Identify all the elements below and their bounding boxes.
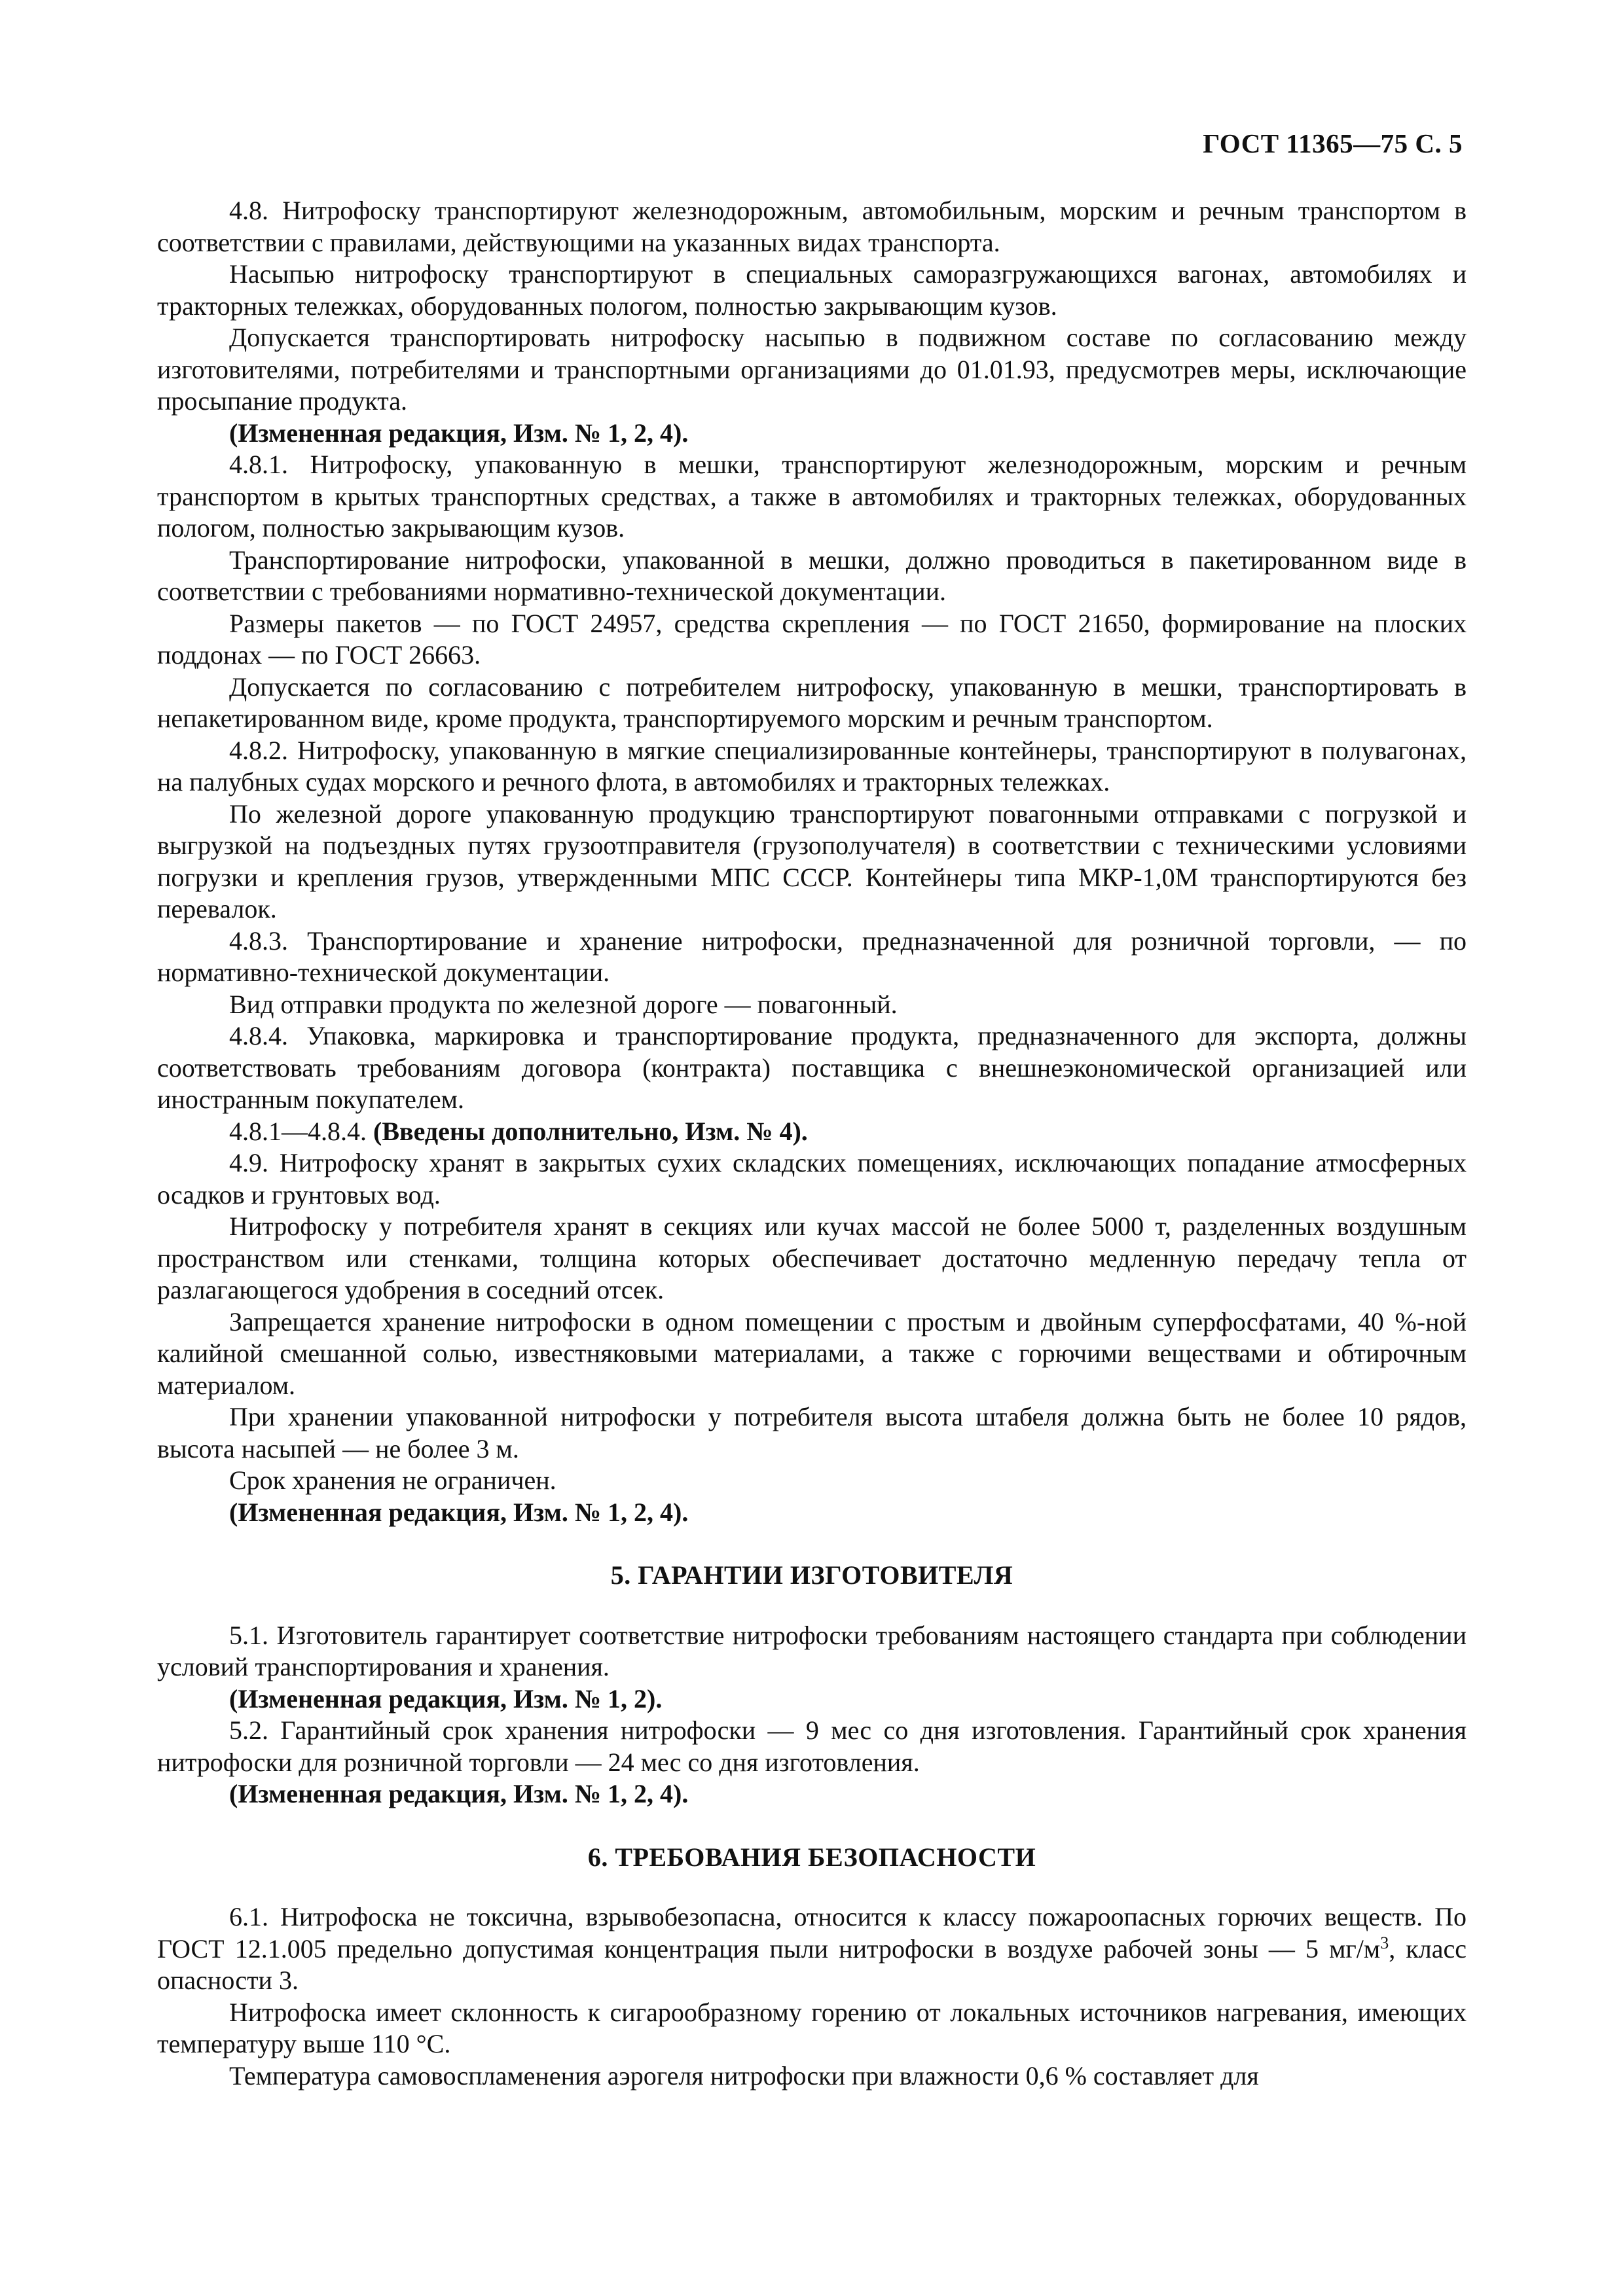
paragraph: Допускается транспортировать нитрофоску насыпью в подвижном составе по согласованию между изготовителями, потребителями и транспортными организациями до 01.01.93, предусмотрев меры, исключающие просыпание продукта. <box>157 323 1467 416</box>
paragraph: 5.2. Гарантийный срок хранения нитрофоски — 9 мес со дня изготовления. Гарантийный срок хранения нитрофоски для розничной торговли — 24 мес со дня изготовления. <box>157 1715 1467 1777</box>
paragraph: Вид отправки продукта по железной дороге — повагонный. <box>229 989 898 1019</box>
amendment-note: (Измененная редакция, Изм. № 1, 2, 4). <box>229 1779 689 1808</box>
paragraph <box>157 1116 1467 1148</box>
document-body <box>157 195 1467 2092</box>
paragraph: Допускается по согласованию с потребителем нитрофоску, упакованную в мешки, транспортировать в непакетированном виде, кроме продукта, транспортируемого морским и речным транспортом. <box>157 672 1467 733</box>
paragraph: 4.8.2. Нитрофоску, упакованную в мягкие специализированные контейнеры, транспортируют в полувагонах, на палубных судах морского и речного флота, в автомобилях и тракторных тележках. <box>157 735 1467 797</box>
amendment-note: (Измененная редакция, Изм. № 1, 2). <box>229 1683 663 1713</box>
paragraph: Запрещается хранение нитрофоски в одном помещении с простым и двойным суперфосфатами, 40 %-ной калийной смешанной солью, известняковыми материалами, а также с горючими веществами и обтирочным материалом. <box>157 1306 1467 1400</box>
paragraph: Размеры пакетов — по ГОСТ 24957, средства скрепления — по ГОСТ 21650, формирование на плоских поддонах — по ГОСТ 26663. <box>157 608 1467 670</box>
paragraph: Нитрофоска имеет склонность к сигарообразному горению от локальных источников нагревания, имеющих температуру выше 110 °С. <box>157 1997 1467 2058</box>
paragraph: 4.8.3. Транспортирование и хранение нитрофоски, предназначенной для розничной торговли, — по нормативно-технической документации. <box>157 925 1467 987</box>
paragraph: Насыпью нитрофоску транспортируют в специальных саморазгружающихся вагонах, автомобилях и тракторных тележках, оборудованных пологом, полностью закрывающим кузов. <box>157 259 1467 321</box>
section-heading: 5. ГАРАНТИИ ИЗГОТОВИТЕЛЯ <box>610 1560 1013 1590</box>
superscript: 3 <box>1380 1933 1389 1952</box>
paragraph: Нитрофоску у потребителя хранят в секциях или кучах массой не более 5000 т, разделенных воздушным пространством или стенками, толщина которых обеспечивает достаточно медленную передачу тепла от разлагающегося удобрения в соседний отсек. <box>157 1211 1467 1304</box>
paragraph <box>157 1901 1467 1997</box>
amendment-note: (Измененная редакция, Изм. № 1, 2, 4). <box>229 1497 689 1527</box>
paragraph: 5.1. Изготовитель гарантирует соответствие нитрофоски требованиям настоящего стандарта при соблюдении условий транспортирования и хранения. <box>157 1620 1467 1681</box>
paragraph: 4.8.4. Упаковка, маркировка и транспортирование продукта, предназначенного для экспорта, должны соответствовать требованиям договора (контракта) поставщика с внешнеэкономической организацией или иностранным покупателем. <box>157 1021 1467 1114</box>
paragraph: Срок хранения не ограничен. <box>229 1465 556 1495</box>
paragraph-text: 4.8.1—4.8.4. <box>229 1116 373 1146</box>
paragraph: При хранении упакованной нитрофоски у потребителя высота штабеля должна быть не более 10 рядов, высота насыпей — не более 3 м. <box>157 1402 1467 1463</box>
paragraph: Температура самовоспламенения аэрогеля нитрофоски при влажности 0,6 % составляет для <box>229 2060 1259 2090</box>
paragraph-text: 6.1. Нитрофоска не токсична, взрывобезопасна, относится к классу пожароопасных горючих веществ. По ГОСТ 12.1.005 предельно допустимая концентрация пыли нитрофоски в воздухе рабочей зоны — 5 мг/м <box>157 1902 1467 1964</box>
paragraph: Транспортирование нитрофоски, упакованной в мешки, должно проводиться в пакетированном виде в соответствии с требованиями нормативно-технической документации. <box>157 545 1467 606</box>
paragraph: 4.8. Нитрофоску транспортируют железнодорожным, автомобильным, морским и речным транспортом в соответствии с правилами, действующими на указанных видах транспорта. <box>157 196 1467 257</box>
amendment-note: (Измененная редакция, Изм. № 1, 2, 4). <box>229 418 689 448</box>
amendment-note: (Введены дополнительно, Изм. № 4). <box>373 1116 808 1146</box>
paragraph-text: , класс опасности 3. <box>157 1933 1467 1995</box>
page-header: ГОСТ 11365—75 С. 5 <box>1203 128 1463 158</box>
paragraph: 4.8.1. Нитрофоску, упакованную в мешки, транспортируют железнодорожным, морским и речным транспортом в крытых транспортных средствах, а также в автомобилях и тракторных тележках, оборудованных пологом, полностью закрывающим кузов. <box>157 450 1467 543</box>
section-heading: 6. ТРЕБОВАНИЯ БЕЗОПАСНОСТИ <box>587 1842 1036 1872</box>
paragraph: По железной дороге упакованную продукцию транспортируют повагонными отправками с погрузкой и выгрузкой на подъездных путях грузоотправителя (грузополучателя) в соответствии с техническими условиями погрузки и крепления грузов, утвержденными МПС СССР. Контейнеры типа МКР-1,0М транспортируются без перевалок. <box>157 798 1467 924</box>
paragraph: 4.9. Нитрофоску хранят в закрытых сухих складских помещениях, исключающих попадание атмосферных осадков и грунтовых вод. <box>157 1148 1467 1210</box>
